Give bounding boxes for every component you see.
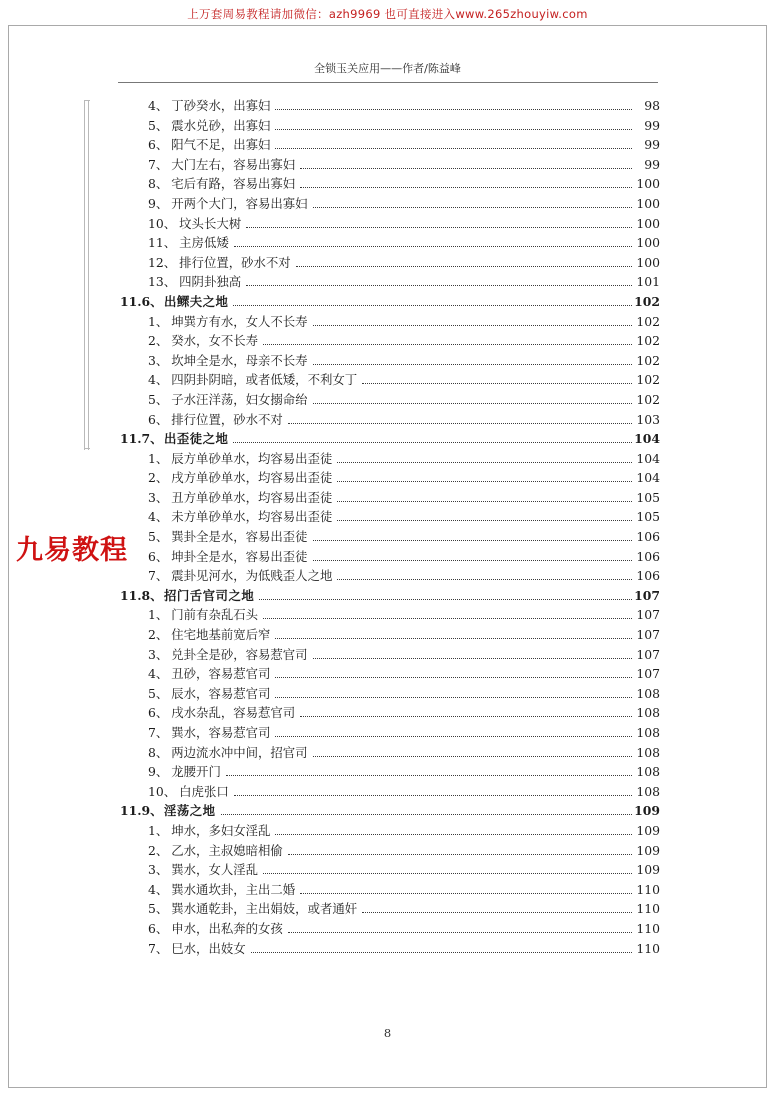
- toc-item-number: 13、: [148, 274, 177, 290]
- toc-item-row[interactable]: [120, 155, 660, 175]
- toc-item-number: 12、: [148, 254, 177, 270]
- toc-page-number: 108: [636, 685, 660, 701]
- toc-entry-label: 坤巽方有水，女人不长寿: [171, 313, 308, 329]
- toc-item-row[interactable]: [120, 312, 660, 332]
- toc-page-number: 109: [636, 862, 660, 878]
- toc-page-number: 107: [636, 607, 660, 623]
- toc-item-number: 2、: [148, 333, 169, 349]
- toc-item-number: 3、: [148, 646, 169, 662]
- toc-dot-leader: [300, 186, 632, 188]
- toc-page-number: 106: [636, 548, 660, 564]
- toc-entry-label: 乙水，主叔媳暗相偷: [171, 842, 283, 858]
- toc-entry-label: 排行位置，砂水不对: [179, 254, 291, 270]
- toc-dot-leader: [233, 441, 632, 443]
- toc-entry-label: 宅后有路，容易出寡妇: [171, 176, 296, 192]
- toc-dot-leader: [275, 147, 632, 149]
- header-divider: [118, 82, 658, 83]
- toc-dot-leader: [234, 794, 632, 796]
- toc-entry-label: 未方单砂单水，均容易出歪徒: [171, 509, 333, 525]
- toc-item-row[interactable]: [120, 194, 660, 214]
- toc-item-number: 6、: [148, 548, 169, 564]
- toc-item-row[interactable]: [120, 880, 660, 900]
- toc-page-number: 103: [636, 411, 660, 427]
- toc-page-number: 100: [636, 195, 660, 211]
- toc-page-number: 100: [636, 254, 660, 270]
- toc-item-number: 2、: [148, 627, 169, 643]
- toc-dot-leader: [288, 853, 632, 855]
- toc-dot-leader: [221, 813, 632, 815]
- toc-item-number: 2、: [148, 470, 169, 486]
- toc-entry-label: 丑方单砂单水，均容易出歪徒: [171, 489, 333, 505]
- toc-item-row[interactable]: [120, 468, 660, 488]
- toc-dot-leader: [288, 931, 632, 933]
- toc-item-number: 5、: [148, 901, 169, 917]
- toc-item-row[interactable]: [120, 174, 660, 194]
- toc-item-row[interactable]: [120, 449, 660, 469]
- page-number: 8: [383, 1026, 392, 1040]
- toc-entry-label: 坟头长大树: [179, 215, 242, 231]
- toc-page-number: 102: [636, 372, 660, 388]
- toc-page-number: 108: [636, 783, 660, 799]
- toc-entry-label: 排行位置，砂水不对: [171, 411, 283, 427]
- toc-entry-label: 白虎张口: [179, 783, 229, 799]
- toc-page-number: 108: [636, 744, 660, 760]
- toc-page-number: 110: [636, 940, 660, 956]
- toc-item-number: 9、: [148, 195, 169, 211]
- toc-entry-label: 阳气不足，出寡妇: [171, 137, 271, 153]
- toc-dot-leader: [313, 559, 632, 561]
- toc-entry-label: 出歪徒之地: [164, 431, 229, 447]
- toc-entry-label: 开两个大门，容易出寡妇: [171, 195, 308, 211]
- toc-entry-label: 龙腰开门: [171, 764, 221, 780]
- toc-page-number: 102: [634, 293, 660, 309]
- toc-dot-leader: [313, 755, 632, 757]
- toc-item-number: 7、: [148, 156, 169, 172]
- toc-dot-leader: [263, 872, 632, 874]
- toc-dot-leader: [263, 343, 632, 345]
- toc-dot-leader: [296, 265, 632, 267]
- toc-dot-leader: [288, 422, 632, 424]
- toc-entry-label: 癸水，女不长寿: [171, 333, 259, 349]
- toc-entry-label: 巽卦全是水，容易出歪徒: [171, 529, 308, 545]
- scan-artifact-line: [88, 100, 89, 450]
- toc-item-row[interactable]: [120, 272, 660, 292]
- toc-item-number: 3、: [148, 862, 169, 878]
- toc-dot-leader: [337, 480, 632, 482]
- toc-item-number: 4、: [148, 666, 169, 682]
- toc-dot-leader: [313, 539, 632, 541]
- toc-dot-leader: [259, 598, 632, 600]
- toc-dot-leader: [300, 715, 632, 717]
- toc-item-number: 5、: [148, 117, 169, 133]
- toc-page-number: 99: [644, 137, 660, 153]
- toc-entry-label: 坤卦全是水，容易出歪徒: [171, 548, 308, 564]
- toc-item-number: 6、: [148, 411, 169, 427]
- toc-page-number: 107: [636, 666, 660, 682]
- toc-item-number: 1、: [148, 450, 169, 466]
- toc-entry-label: 巽水通坎卦，主出二婚: [171, 881, 296, 897]
- toc-section-number: 11.7、: [120, 431, 163, 447]
- toc-item-number: 8、: [148, 176, 169, 192]
- toc-page-number: 108: [636, 725, 660, 740]
- toc-page-number: 102: [636, 313, 660, 329]
- toc-item-row[interactable]: [120, 507, 660, 527]
- watermark-logo: 九易教程: [16, 535, 128, 566]
- toc-dot-leader: [275, 676, 632, 678]
- toc-page-number: 108: [636, 764, 660, 780]
- toc-item-row[interactable]: [120, 410, 660, 430]
- toc-item-number: 7、: [148, 568, 169, 584]
- toc-page-number: 102: [636, 352, 660, 368]
- toc-entry-label: 坎坤全是水，母亲不长寿: [171, 352, 308, 368]
- watermark-banner: 上万套周易教程请加微信：azh9969 也可直接进入www.265zhouyiw.com: [187, 7, 588, 21]
- toc-entry-label: 四阴卦阴暗，或者低矮，不利女丁: [171, 372, 358, 388]
- toc-entry-label: 坤水，多妇女淫乱: [171, 822, 271, 838]
- toc-entry-label: 巽水通乾卦，主出娟妓，或者通奸: [171, 901, 358, 917]
- toc-page-number: 109: [636, 842, 660, 858]
- toc-dot-leader: [337, 461, 632, 463]
- toc-entry-label: 主房低矮: [179, 235, 229, 251]
- toc-entry-label: 淫荡之地: [164, 803, 216, 819]
- toc-item-number: 7、: [148, 725, 169, 740]
- toc-item-row[interactable]: [120, 605, 660, 625]
- toc-dot-leader: [300, 167, 632, 169]
- toc-dot-leader: [337, 519, 632, 521]
- toc-dot-leader: [275, 108, 632, 110]
- toc-dot-leader: [313, 206, 632, 208]
- toc-dot-leader: [313, 363, 632, 365]
- toc-item-number: 6、: [148, 920, 169, 936]
- toc-section-number: 11.6、: [120, 293, 163, 309]
- toc-item-row[interactable]: [120, 664, 660, 684]
- toc-dot-leader: [313, 324, 632, 326]
- toc-item-row[interactable]: [120, 841, 660, 861]
- toc-dot-leader: [337, 500, 632, 502]
- toc-dot-leader: [275, 833, 632, 835]
- toc-dot-leader: [313, 402, 632, 404]
- toc-item-row[interactable]: [120, 370, 660, 390]
- toc-section-number: 11.8、: [120, 587, 163, 603]
- toc-item-number: 11、: [148, 235, 177, 251]
- toc-item-row[interactable]: [120, 527, 660, 547]
- toc-entry-label: 戌方单砂单水，均容易出歪徒: [171, 470, 333, 486]
- toc-item-number: 6、: [148, 137, 169, 153]
- toc-dot-leader: [362, 911, 632, 913]
- toc-dot-leader: [226, 774, 632, 776]
- toc-dot-leader: [275, 696, 632, 698]
- toc-page-number: 107: [636, 646, 660, 662]
- toc-dot-leader: [246, 226, 632, 228]
- toc-page-number: 104: [636, 470, 660, 486]
- toc-page-number: 109: [634, 803, 660, 819]
- toc-section-row[interactable]: [120, 292, 660, 312]
- toc-page-number: 102: [636, 391, 660, 407]
- toc-dot-leader: [263, 617, 632, 619]
- toc-dot-leader: [300, 892, 632, 894]
- toc-item-number: 2、: [148, 842, 169, 858]
- toc-dot-leader: [234, 245, 632, 247]
- toc-item-row[interactable]: [120, 233, 660, 253]
- toc-section-row[interactable]: [120, 429, 660, 449]
- toc-item-row[interactable]: [120, 703, 660, 723]
- toc-item-number: 5、: [148, 391, 169, 407]
- toc-entry-label: 震卦见河水，为低贱歪人之地: [171, 568, 333, 584]
- toc-page-number: 100: [636, 176, 660, 192]
- toc-item-row[interactable]: [120, 919, 660, 939]
- toc-item-row[interactable]: [120, 821, 660, 841]
- toc-item-number: 1、: [148, 313, 169, 329]
- toc-item-number: 4、: [148, 372, 169, 388]
- toc-entry-label: 出鳏夫之地: [164, 293, 229, 309]
- toc-page-number: 106: [636, 568, 660, 584]
- toc-item-number: 6、: [148, 705, 169, 721]
- toc-dot-leader: [275, 128, 632, 130]
- toc-page-number: 105: [636, 509, 660, 525]
- toc-page-number: 106: [636, 529, 660, 545]
- running-header: 全锁玉关应用——作者/陈益峰: [314, 62, 461, 75]
- toc-section-row[interactable]: [120, 801, 660, 821]
- toc-item-number: 3、: [148, 352, 169, 368]
- toc-item-row[interactable]: [120, 96, 660, 116]
- toc-item-row[interactable]: [120, 939, 660, 959]
- toc-page-number: 99: [644, 117, 660, 133]
- toc-page-number: 109: [636, 822, 660, 838]
- toc-dot-leader: [337, 578, 632, 580]
- toc-entry-label: 四阴卦独高: [179, 274, 242, 290]
- toc-item-number: 8、: [148, 744, 169, 760]
- toc-entry-label: 住宅地基前宽后窄: [171, 627, 271, 643]
- toc-item-row[interactable]: [120, 625, 660, 645]
- toc-page-number: 100: [636, 235, 660, 251]
- toc-dot-leader: [313, 657, 632, 659]
- toc-page-number: 107: [636, 627, 660, 643]
- toc-item-row[interactable]: [120, 782, 660, 802]
- toc-item-row[interactable]: [120, 684, 660, 704]
- toc-entry-label: 两边流水冲中间，招官司: [171, 744, 308, 760]
- toc-item-row[interactable]: [120, 135, 660, 155]
- toc-item-row[interactable]: [120, 899, 660, 919]
- toc-dot-leader: [362, 382, 632, 384]
- toc-dot-leader: [275, 637, 632, 639]
- toc-page-number: 100: [636, 215, 660, 231]
- toc-item-number: 5、: [148, 529, 169, 545]
- toc-entry-label: 申水，出私奔的女孩: [171, 920, 283, 936]
- toc-item-number: 1、: [148, 607, 169, 623]
- toc-item-row[interactable]: [120, 743, 660, 763]
- toc-page-number: 104: [636, 450, 660, 466]
- table-of-contents: [120, 96, 660, 958]
- toc-entry-label: 戌水杂乱，容易惹官司: [171, 705, 296, 721]
- toc-dot-leader: [233, 304, 632, 306]
- toc-item-row[interactable]: [120, 253, 660, 273]
- toc-page-number: 110: [636, 920, 660, 936]
- toc-item-row[interactable]: [120, 860, 660, 880]
- toc-entry-label: 大门左右，容易出寡妇: [171, 156, 296, 172]
- toc-item-row[interactable]: [120, 645, 660, 665]
- toc-entry-label: 丑砂，容易惹官司: [171, 666, 271, 682]
- toc-page-number: 105: [636, 489, 660, 505]
- toc-entry-label: 震水兑砂，出寡妇: [171, 117, 271, 133]
- toc-item-row[interactable]: [120, 762, 660, 782]
- toc-page-number: 110: [636, 901, 660, 917]
- toc-item-row[interactable]: [120, 547, 660, 567]
- toc-page-number: 107: [634, 587, 660, 603]
- toc-entry-label: 子水汪洋荡，妇女搦命绐: [171, 391, 308, 407]
- toc-entry-label: 辰水，容易惹官司: [171, 685, 271, 701]
- toc-page-number: 101: [636, 274, 660, 290]
- toc-item-row[interactable]: [120, 351, 660, 371]
- toc-item-row[interactable]: [120, 566, 660, 586]
- toc-page-number: 110: [636, 881, 660, 897]
- toc-entry-label: 招门舌官司之地: [164, 587, 255, 603]
- toc-dot-leader: [275, 735, 632, 737]
- scan-artifact-line: [84, 100, 90, 101]
- toc-dot-leader: [246, 284, 632, 286]
- toc-entry-label: 巽水，女人淫乱: [171, 862, 259, 878]
- toc-item-row[interactable]: [120, 116, 660, 136]
- toc-item-row[interactable]: [120, 390, 660, 410]
- toc-dot-leader: [251, 951, 632, 953]
- toc-item-number: 3、: [148, 489, 169, 505]
- toc-item-number: 10、: [148, 215, 177, 231]
- toc-item-row[interactable]: [120, 331, 660, 351]
- toc-item-number: 4、: [148, 509, 169, 525]
- toc-item-number: 1、: [148, 822, 169, 838]
- scan-artifact-line: [84, 100, 85, 450]
- toc-section-number: 11.9、: [120, 803, 163, 819]
- toc-section-row[interactable]: [120, 586, 660, 606]
- toc-page-number: 104: [634, 431, 660, 447]
- toc-entry-label: 辰方单砂单水，均容易出歪徒: [171, 450, 333, 466]
- toc-page-number: 102: [636, 333, 660, 349]
- toc-item-number: 10、: [148, 783, 177, 799]
- toc-page-number: 98: [644, 98, 660, 113]
- toc-item-number: 4、: [148, 98, 169, 113]
- toc-page-number: 99: [644, 156, 660, 172]
- toc-item-number: 7、: [148, 940, 169, 956]
- toc-item-row[interactable]: [120, 488, 660, 508]
- toc-item-number: 5、: [148, 685, 169, 701]
- toc-entry-label: 巽水，容易惹官司: [171, 725, 271, 740]
- toc-entry-label: 巳水，出妓女: [171, 940, 246, 956]
- toc-item-number: 9、: [148, 764, 169, 780]
- toc-entry-label: 丁砂癸水，出寡妇: [171, 98, 271, 113]
- toc-item-number: 4、: [148, 881, 169, 897]
- scan-artifact-line: [84, 448, 90, 449]
- toc-item-row[interactable]: [120, 723, 660, 743]
- toc-item-row[interactable]: [120, 214, 660, 234]
- toc-entry-label: 门前有杂乱石头: [171, 607, 259, 623]
- toc-page-number: 108: [636, 705, 660, 721]
- toc-entry-label: 兑卦全是砂，容易惹官司: [171, 646, 308, 662]
